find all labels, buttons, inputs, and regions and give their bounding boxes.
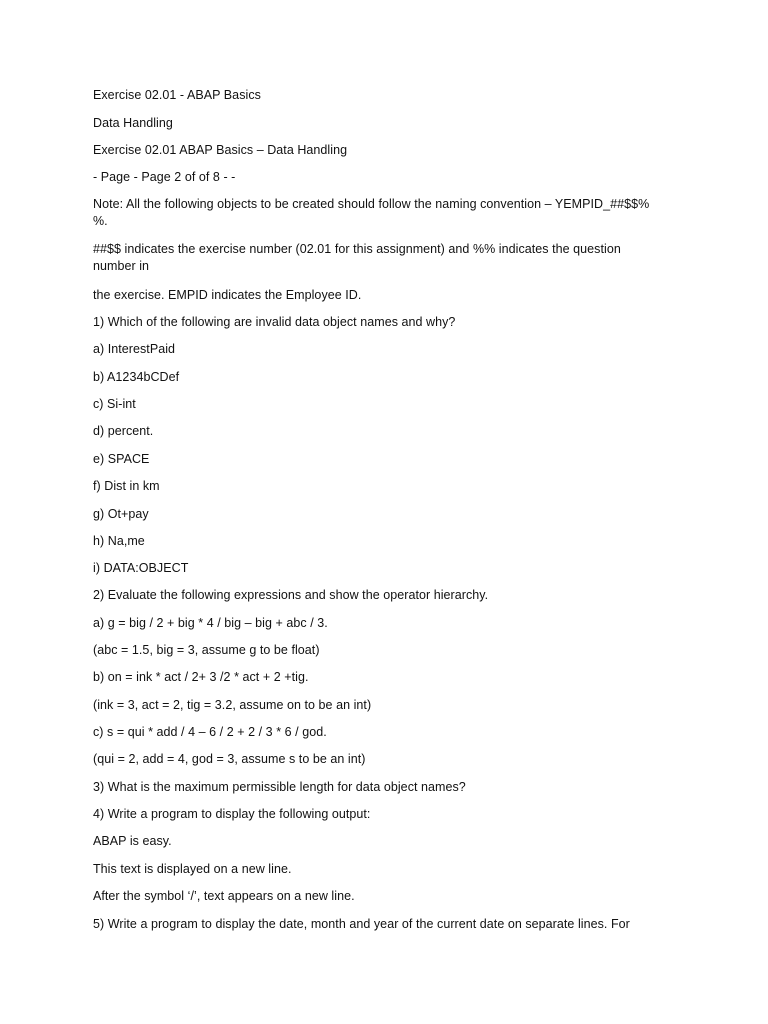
q1-option-b: b) A1234bCDef <box>93 370 180 384</box>
q1-option-c: c) Si-int <box>93 397 136 411</box>
page-indicator: - Page - Page 2 of of 8 - - <box>93 170 236 184</box>
doc-title: Exercise 02.01 - ABAP Basics <box>93 88 261 102</box>
q4-output-line-2: This text is displayed on a new line. <box>93 862 292 876</box>
q2-expression-b: b) on = ink * act / 2+ 3 /2 * act + 2 +tig. <box>93 670 309 684</box>
q4-output-line-1: ABAP is easy. <box>93 834 172 848</box>
q2-values-c: (qui = 2, add = 4, god = 3, assume s to be an int) <box>93 752 366 766</box>
doc-heading: Exercise 02.01 ABAP Basics – Data Handling <box>93 143 348 157</box>
note-paragraph: Note: All the following objects to be created should follow the naming convention – YEMPID_##$$% %. <box>93 197 653 228</box>
doc-subtitle: Data Handling <box>93 116 173 130</box>
q2-expression-c: c) s = qui * add / 4 – 6 / 2 + 2 / 3 * 6 / god. <box>93 725 327 739</box>
question-3: 3) What is the maximum permissible length for data object names? <box>93 780 466 794</box>
note-explanation-cont: the exercise. EMPID indicates the Employee ID. <box>93 288 362 302</box>
q1-option-a: a) InterestPaid <box>93 342 176 356</box>
q2-values-a: (abc = 1.5, big = 3, assume g to be float) <box>93 643 320 657</box>
q4-output-line-3: After the symbol ‘/’, text appears on a new line. <box>93 889 355 903</box>
q1-option-f: f) Dist in km <box>93 479 160 493</box>
question-1: 1) Which of the following are invalid data object names and why? <box>93 315 456 329</box>
question-4: 4) Write a program to display the following output: <box>93 807 371 821</box>
q1-option-g: g) Ot+pay <box>93 507 149 521</box>
q1-option-h: h) Na,me <box>93 534 145 548</box>
q1-option-i: i) DATA:OBJECT <box>93 561 189 575</box>
q2-values-b: (ink = 3, act = 2, tig = 3.2, assume on to be an int) <box>93 698 372 712</box>
note-explanation: ##$$ indicates the exercise number (02.01 for this assignment) and %% indicates the question number in <box>93 242 625 273</box>
question-5: 5) Write a program to display the date, month and year of the current date on separate lines. For <box>93 917 630 931</box>
q1-option-e: e) SPACE <box>93 452 150 466</box>
q2-expression-a: a) g = big / 2 + big * 4 / big – big + abc / 3. <box>93 616 328 630</box>
question-2: 2) Evaluate the following expressions and show the operator hierarchy. <box>93 588 489 602</box>
q1-option-d: d) percent. <box>93 424 154 438</box>
